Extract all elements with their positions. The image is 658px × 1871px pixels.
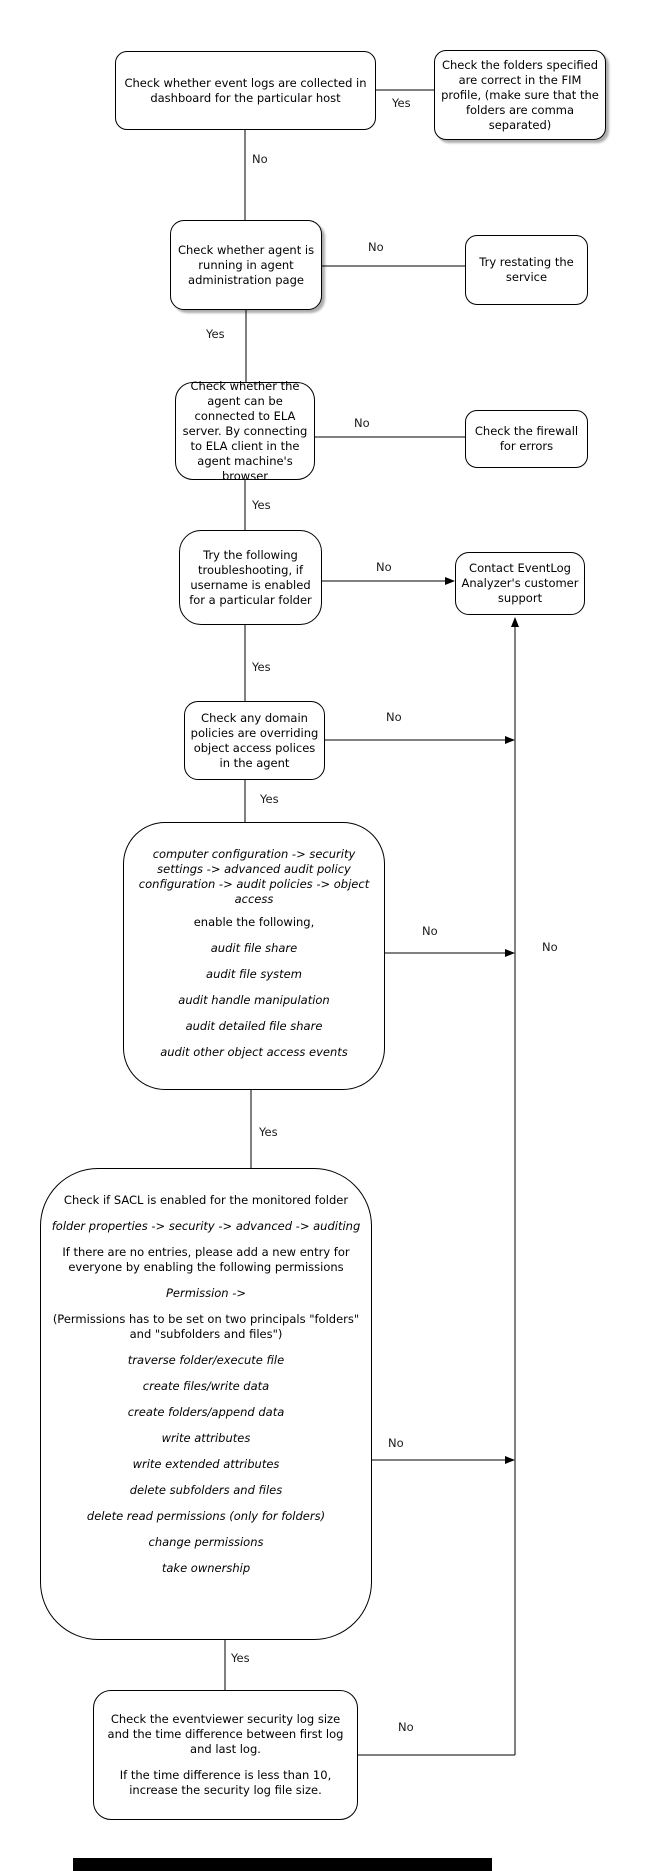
node-check-log-size <box>93 1690 358 1820</box>
arrowhead-right-sacl <box>505 1456 515 1464</box>
node-audit-policy-settings <box>123 822 385 1090</box>
node-text: Contact EventLog Analyzer's customer support <box>461 561 579 605</box>
arrowhead-right-audit <box>505 949 515 957</box>
sacl-title: Check if SACL is enabled for the monitored folder <box>63 1193 349 1207</box>
edge-label-yes-fim: Yes <box>392 96 411 110</box>
edge-label-no-collector: No <box>542 940 558 954</box>
sacl-instruction: If there are no entries, please add a new entry for everyone by enabling the following permissions <box>62 1245 350 1274</box>
sacl-permission: create folders/append data <box>127 1405 285 1419</box>
node-check-agent-connection <box>175 378 315 483</box>
node-check-sacl <box>40 1168 372 1640</box>
node-text: Try restating the service <box>479 255 574 284</box>
edge-label-no-domain-policies: No <box>386 710 402 724</box>
sacl-permission: take ownership <box>161 1561 251 1575</box>
audit-item: audit file share <box>210 941 298 955</box>
node-contact-support <box>455 552 585 615</box>
audit-item: audit other object access events <box>160 1045 348 1059</box>
node-text: Check whether agent is running in agent administration page <box>177 242 315 287</box>
audit-item: audit file system <box>206 967 302 981</box>
sacl-permission: change permissions <box>148 1535 264 1549</box>
audit-item: audit detailed file share <box>185 1019 323 1033</box>
sacl-permission: traverse folder/execute file <box>127 1353 285 1367</box>
edge-label-no-log-size: No <box>398 1720 414 1734</box>
node-try-troubleshooting <box>179 530 322 625</box>
edge-label-yes-log-size: Yes <box>231 1651 250 1665</box>
node-text: Check whether event logs are collected in dashboard for the particular host <box>124 75 367 105</box>
edge-label-yes-agent-connection: Yes <box>206 327 225 341</box>
node-check-event-logs <box>115 51 376 130</box>
node-check-domain-policies <box>184 701 325 780</box>
edge-label-no-audit-settings: No <box>422 924 438 938</box>
edge-label-no-firewall: No <box>354 416 370 430</box>
edge-label-yes-domain-policies: Yes <box>252 660 271 674</box>
edge-label-no-support: No <box>376 560 392 574</box>
node-text: Check the firewall for errors <box>474 424 579 453</box>
node-text: Try the following troubleshooting, if username is enabled for a particular folder <box>189 547 312 607</box>
sacl-permission: delete subfolders and files <box>129 1483 283 1497</box>
node-text: Check any domain policies are overriding object access polices in the agent <box>190 710 319 770</box>
sacl-permission: delete read permissions (only for folders) <box>86 1509 326 1523</box>
node-check-agent-running <box>170 220 322 310</box>
audit-item: audit handle manipulation <box>178 993 330 1007</box>
log-size-line1: Check the eventviewer security log size and the time difference between first log and last log. <box>107 1712 344 1756</box>
node-try-restart-service <box>465 235 588 305</box>
edge-label-no-sacl: No <box>388 1436 404 1450</box>
audit-settings-enable: enable the following, <box>193 915 315 929</box>
edge-label-yes-troubleshooting: Yes <box>252 498 271 512</box>
node-check-fim-folders <box>434 50 606 140</box>
arrowhead-up-support <box>511 617 519 627</box>
sacl-permission: write attributes <box>161 1431 251 1445</box>
sacl-permission-heading: Permission -> <box>165 1286 247 1300</box>
arrowhead-right-domain <box>505 736 515 744</box>
node-check-firewall <box>465 410 588 468</box>
node-text: Check the folders specified are correct in the FIM profile, (make sure that the folders are comma separated) <box>441 57 599 132</box>
sacl-permission: write extended attributes <box>132 1457 280 1471</box>
audit-settings-path: computer configuration -> security settings -> advanced audit policy configuration -> audit policies -> object access <box>138 847 370 906</box>
arrowhead-right-support <box>445 577 455 585</box>
sacl-path: folder properties -> security -> advanced -> auditing <box>51 1219 361 1233</box>
arrowheads <box>445 577 519 1464</box>
edge-label-no-agent-running: No <box>252 152 268 166</box>
edge-label-yes-audit-settings: Yes <box>260 792 279 806</box>
sacl-note: (Permissions has to be set on two principals "folders" and "subfolders and files") <box>52 1312 360 1341</box>
log-size-line2: If the time difference is less than 10, increase the security log file size. <box>119 1768 332 1797</box>
edge-label-no-restart: No <box>368 240 384 254</box>
sacl-permission: create files/write data <box>142 1379 270 1393</box>
bottom-bar <box>73 1858 492 1871</box>
node-text: Check whether the agent can be connected to ELA server. By connecting to ELA client in the agent machine's browser <box>182 378 308 483</box>
edge-label-yes-sacl: Yes <box>259 1125 278 1139</box>
